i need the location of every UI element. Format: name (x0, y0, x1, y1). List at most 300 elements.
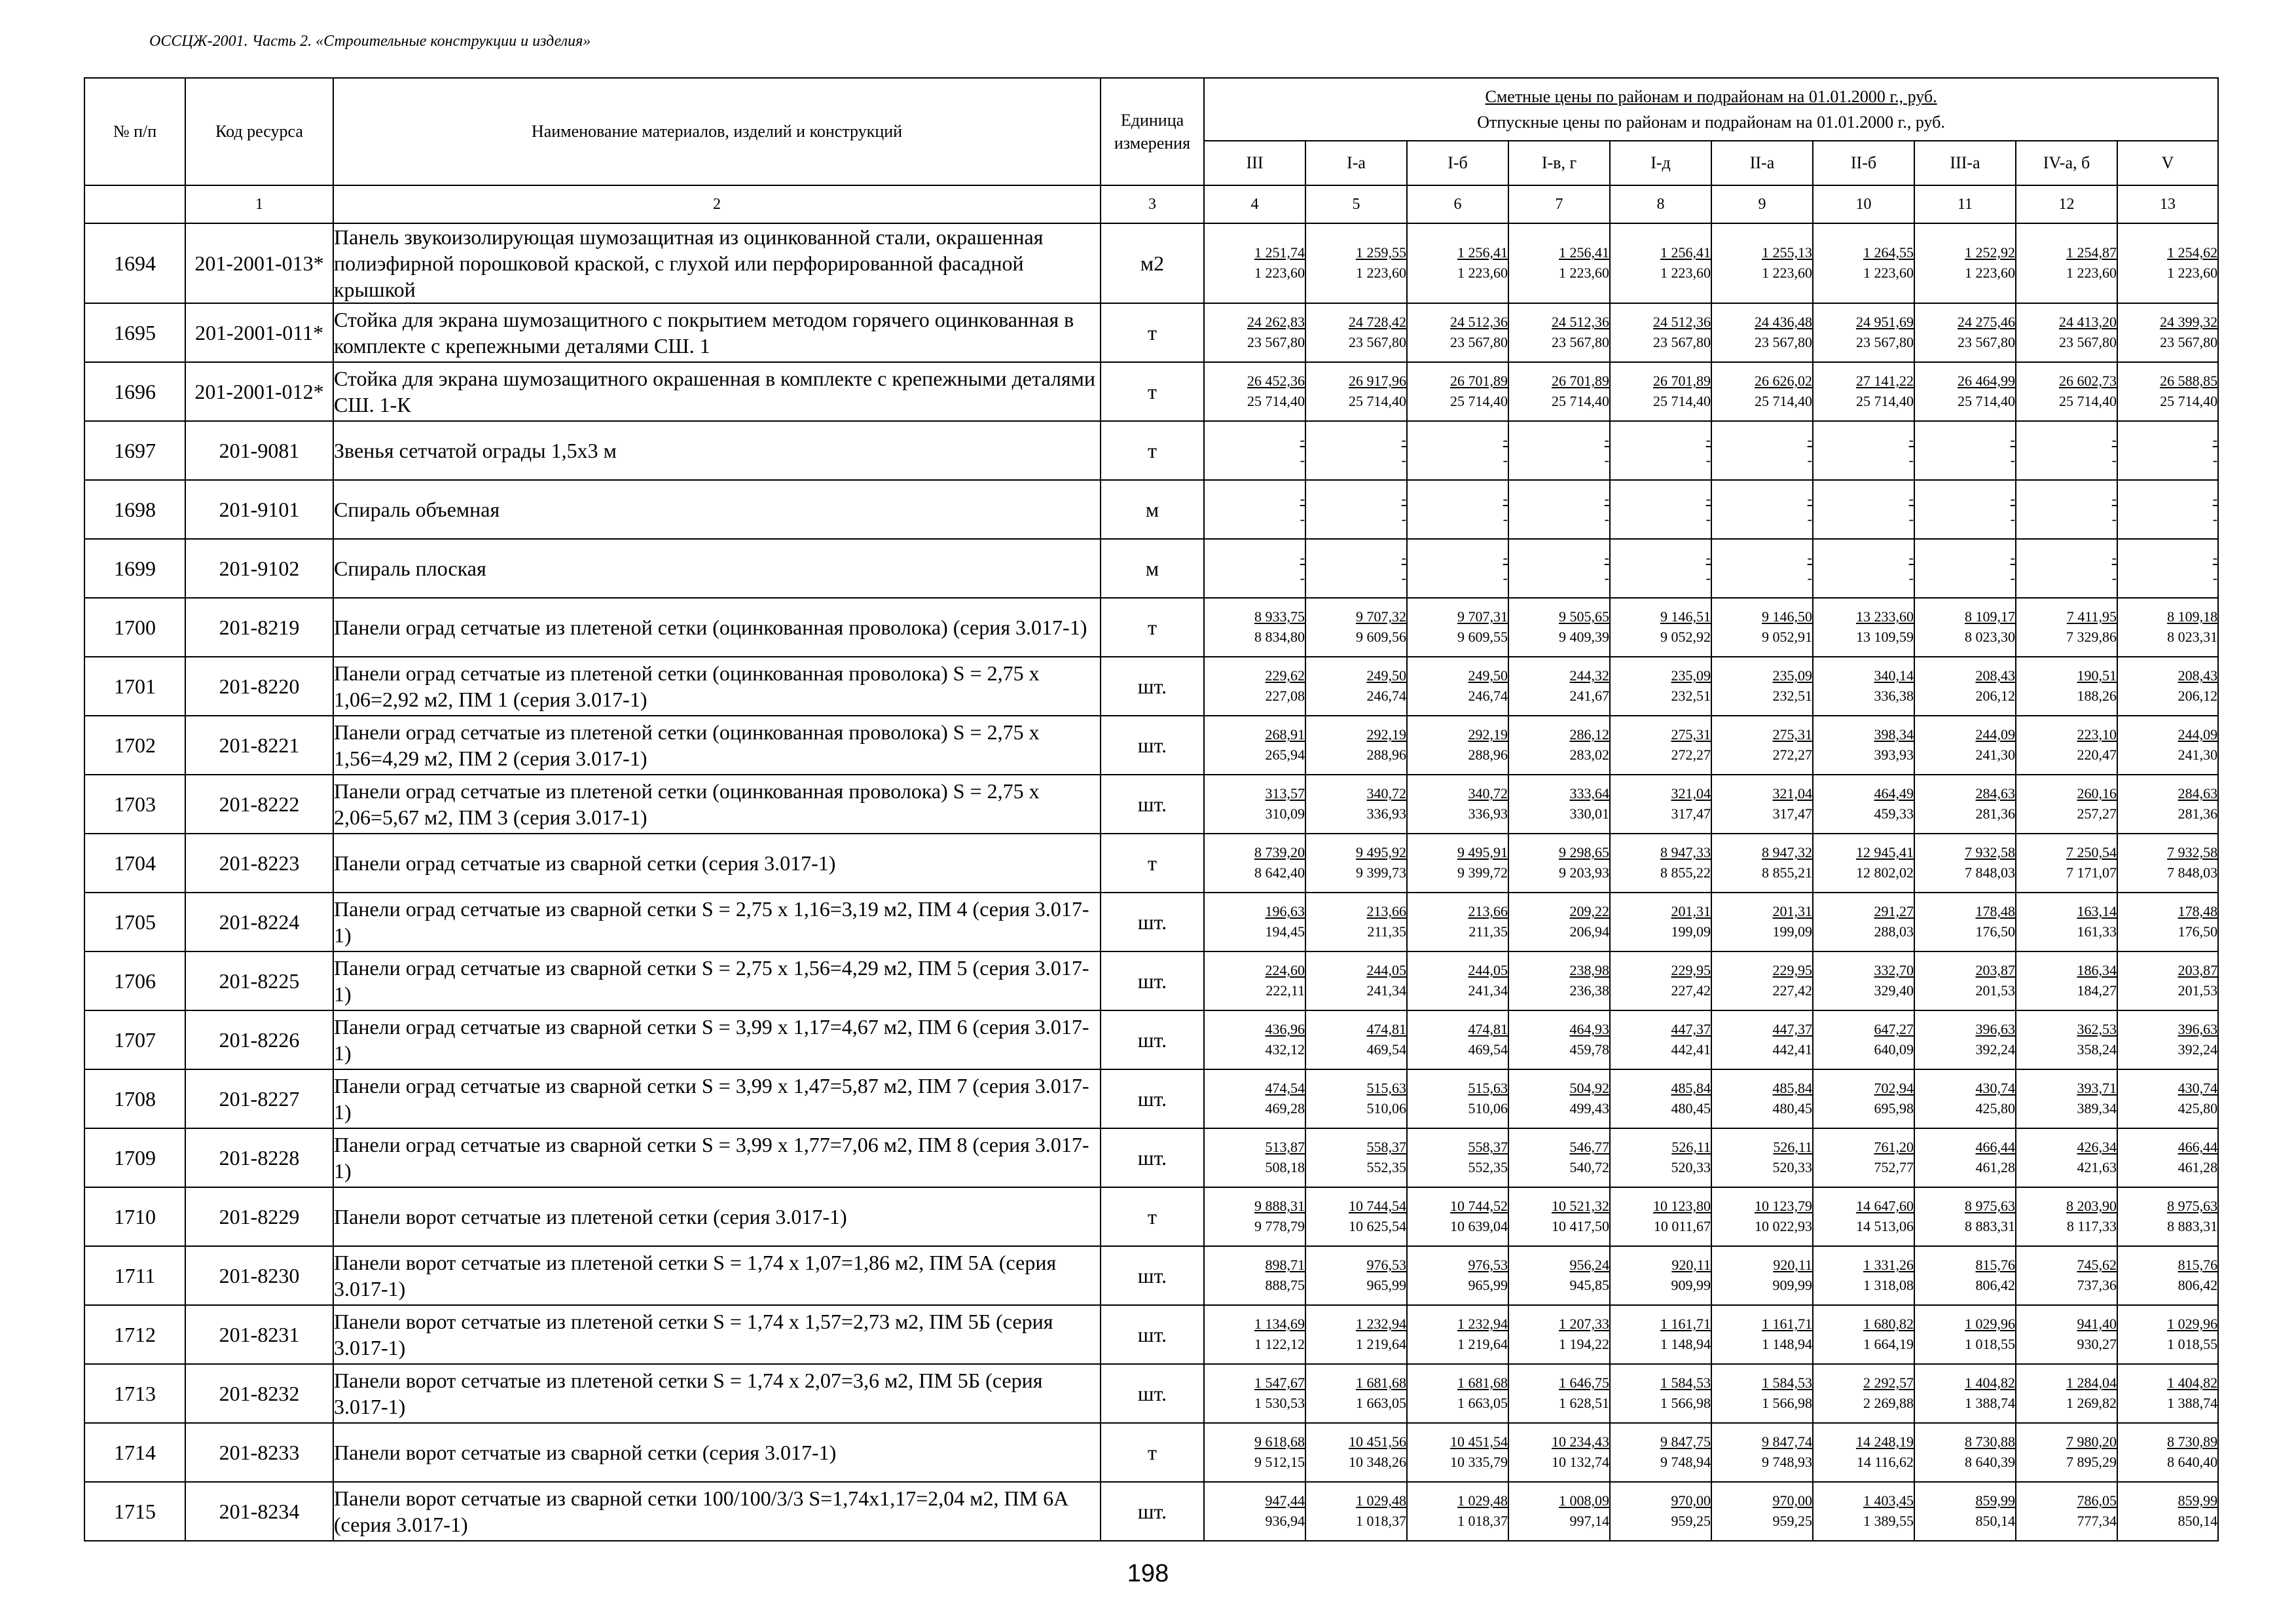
resource-code: 201-8233 (185, 1423, 333, 1482)
estimated-price: - (2010, 432, 2015, 449)
estimated-price: - (2010, 490, 2015, 507)
price-cell (2016, 303, 2117, 362)
estimated-price: 249,50 (1366, 667, 1406, 684)
item-name: Панели оград сетчатые из плетеной сетки (оцинкованная проволока) S = 2,75 х 1,56=4,29 м2, ПМ 2 (серия 3.017-1) (333, 716, 1101, 775)
table-row (84, 1364, 2218, 1423)
row-number: 1694 (84, 223, 185, 303)
price-cell (1610, 1482, 1711, 1541)
estimated-price: 976,53 (1468, 1257, 1508, 1274)
row-number: 1710 (84, 1187, 185, 1246)
item-name: Спираль объемная (333, 480, 1101, 539)
price-cell (1204, 1128, 1305, 1187)
price-cell (1305, 893, 1407, 951)
price-cell (1407, 1423, 1508, 1482)
release-price: 909,99 (1671, 1277, 1711, 1293)
release-price: 25 714,40 (1653, 393, 1711, 409)
price-cell (1407, 716, 1508, 775)
estimated-price: 9 146,50 (1762, 608, 1812, 625)
estimated-price: 558,37 (1468, 1139, 1508, 1156)
estimated-price: 13 233,60 (1856, 608, 1914, 625)
price-cell (1204, 893, 1305, 951)
release-price: 1 664,19 (1863, 1336, 1914, 1352)
table-row (84, 480, 2218, 539)
item-name: Панели оград сетчатые из плетеной сетки (оцинкованная проволока) S = 2,75 х 1,06=2,92 м2, ПМ 1 (серия 3.017-1) (333, 657, 1101, 716)
release-price: 14 116,62 (1856, 1454, 1914, 1470)
release-price: 510,06 (1468, 1100, 1508, 1116)
table-row (84, 223, 2218, 303)
price-cell (1610, 1305, 1711, 1364)
estimated-price: - (1705, 549, 1711, 566)
unit: шт. (1101, 1305, 1204, 1364)
release-price: - (1300, 570, 1305, 586)
estimated-price: 920,11 (1773, 1257, 1812, 1274)
estimated-price: 474,81 (1366, 1021, 1406, 1038)
release-price: 13 109,59 (1856, 629, 1914, 645)
release-price: 461,28 (2178, 1159, 2218, 1175)
release-price: 1 663,05 (1457, 1395, 1508, 1411)
estimated-price: 1 029,96 (1965, 1316, 2015, 1333)
estimated-price: 10 123,79 (1755, 1198, 1812, 1215)
row-number: 1708 (84, 1069, 185, 1128)
release-price: 959,25 (1772, 1513, 1812, 1529)
release-price: 7 329,86 (2066, 629, 2117, 645)
row-number: 1699 (84, 539, 185, 598)
row-number: 1698 (84, 480, 185, 539)
release-price: 206,12 (1975, 688, 2015, 704)
price-cell (1204, 1423, 1305, 1482)
estimated-price: 1 284,04 (2066, 1375, 2117, 1392)
estimated-price: - (1908, 432, 1914, 449)
release-price: 9 052,91 (1762, 629, 1812, 645)
price-cell (1204, 716, 1305, 775)
price-cell (2117, 1482, 2218, 1541)
resource-code: 201-8230 (185, 1246, 333, 1305)
estimated-price: 26 701,89 (1450, 373, 1508, 390)
release-price: - (1300, 511, 1305, 527)
header-column-number: 8 (1610, 185, 1711, 223)
estimated-price: 24 436,48 (1755, 314, 1812, 331)
estimated-price: 1 255,13 (1762, 244, 1812, 261)
resource-code: 201-8223 (185, 834, 333, 893)
release-price: - (1908, 511, 1914, 527)
estimated-price: 260,16 (2077, 785, 2117, 802)
estimated-price: 24 413,20 (2059, 314, 2117, 331)
release-price: 461,28 (1975, 1159, 2015, 1175)
price-cell (1407, 303, 1508, 362)
price-cell (1204, 775, 1305, 834)
price-cell (1508, 1364, 1610, 1423)
estimated-price: 515,63 (1366, 1080, 1406, 1097)
item-name: Стойка для экрана шумозащитного с покрытием методом горячего оцинкованная в комплекте с крепежными деталями СШ. 1 (333, 303, 1101, 362)
release-price: 1 388,74 (1965, 1395, 2015, 1411)
estimated-price: 10 451,54 (1450, 1433, 1508, 1450)
price-cell (1407, 834, 1508, 893)
estimated-price: 292,19 (1468, 726, 1508, 743)
estimated-price: - (1503, 432, 1508, 449)
release-price: 8 023,30 (1965, 629, 2015, 645)
price-cell (1610, 480, 1711, 539)
price-cell (2117, 657, 2218, 716)
release-price: 1 018,55 (1965, 1336, 2015, 1352)
estimated-price: 1 252,92 (1965, 244, 2015, 261)
estimated-price: 513,87 (1265, 1139, 1305, 1156)
release-price: - (1604, 452, 1609, 468)
price-cell (2117, 1187, 2218, 1246)
estimated-price: 321,04 (1671, 785, 1711, 802)
header-prices-release: Отпускные цены по районам и подрайонам на 01.01.2000 г., руб. (1477, 113, 1945, 132)
estimated-price: 1 680,82 (1863, 1316, 1914, 1333)
price-cell (1407, 951, 1508, 1010)
resource-code: 201-8222 (185, 775, 333, 834)
release-price: 442,41 (1671, 1041, 1711, 1058)
price-cell (2117, 893, 2218, 951)
row-number: 1700 (84, 598, 185, 657)
estimated-price: 1 161,71 (1762, 1316, 1812, 1333)
price-cell (1204, 598, 1305, 657)
release-price: 176,50 (1975, 923, 2015, 940)
price-cell (1407, 1246, 1508, 1305)
estimated-price: 244,09 (2178, 726, 2218, 743)
release-price: 965,99 (1468, 1277, 1508, 1293)
unit: т (1101, 303, 1204, 362)
price-cell (1813, 1305, 1914, 1364)
estimated-price: 558,37 (1366, 1139, 1406, 1156)
release-price: 392,24 (2178, 1041, 2218, 1058)
release-price: 23 567,80 (1653, 334, 1711, 350)
release-price: 1 530,53 (1254, 1395, 1305, 1411)
release-price: 8 883,31 (2167, 1218, 2218, 1234)
resource-code: 201-8221 (185, 716, 333, 775)
release-price: 236,38 (1569, 982, 1609, 999)
price-cell (2016, 1187, 2117, 1246)
release-price: - (2212, 511, 2218, 527)
estimated-price: 26 464,99 (1958, 373, 2015, 390)
price-cell (1813, 1423, 1914, 1482)
release-price: 1 566,98 (1660, 1395, 1711, 1411)
release-price: - (1401, 570, 1406, 586)
row-number: 1697 (84, 421, 185, 480)
price-cell (1914, 362, 2016, 421)
price-cell (1204, 223, 1305, 303)
price-cell (1508, 716, 1610, 775)
release-price: - (2212, 570, 2218, 586)
resource-code: 201-8220 (185, 657, 333, 716)
price-table (84, 77, 2219, 1541)
release-price: 469,28 (1265, 1100, 1305, 1116)
release-price: 272,27 (1772, 747, 1812, 763)
resource-code: 201-9101 (185, 480, 333, 539)
table-row (84, 1482, 2218, 1541)
release-price: 520,33 (1671, 1159, 1711, 1175)
item-name: Звенья сетчатой ограды 1,5х3 м (333, 421, 1101, 480)
price-cell (1305, 223, 1407, 303)
price-cell (1813, 223, 1914, 303)
release-price: 281,36 (1975, 805, 2015, 822)
estimated-price: 1 256,41 (1559, 244, 1609, 261)
release-price: 194,45 (1265, 923, 1305, 940)
estimated-price: - (1604, 490, 1609, 507)
price-cell (1914, 834, 2016, 893)
header-column-number: 9 (1711, 185, 1813, 223)
price-cell (1914, 1069, 2016, 1128)
table-row (84, 303, 2218, 362)
estimated-price: 526,11 (1671, 1139, 1711, 1156)
price-cell (2117, 1364, 2218, 1423)
release-price: 241,30 (2178, 747, 2218, 763)
release-price: 1 223,60 (1559, 265, 1609, 281)
release-price: 1 219,64 (1457, 1336, 1508, 1352)
estimated-price: 229,95 (1671, 962, 1711, 979)
estimated-price: 8 203,90 (2066, 1198, 2117, 1215)
estimated-price: 275,31 (1772, 726, 1812, 743)
release-price: 222,11 (1266, 982, 1305, 999)
page-number: 198 (1127, 1560, 1169, 1587)
unit: шт. (1101, 1246, 1204, 1305)
price-cell (1305, 1010, 1407, 1069)
release-price: 1 223,60 (2167, 265, 2218, 281)
price-cell (1610, 303, 1711, 362)
unit: т (1101, 1423, 1204, 1482)
price-cell (1610, 951, 1711, 1010)
release-price: 1 148,94 (1762, 1336, 1812, 1352)
price-cell (1508, 539, 1610, 598)
table-row (84, 893, 2218, 951)
release-price: 176,50 (2178, 923, 2218, 940)
estimated-price: 244,32 (1569, 667, 1609, 684)
estimated-price: 208,43 (2178, 667, 2218, 684)
row-number: 1702 (84, 716, 185, 775)
estimated-price: 224,60 (1265, 962, 1305, 979)
estimated-price: 970,00 (1671, 1492, 1711, 1509)
price-cell (2117, 539, 2218, 598)
price-cell (2016, 1482, 2117, 1541)
price-cell (1813, 893, 1914, 951)
estimated-price: 9 146,51 (1660, 608, 1711, 625)
release-price: 10 639,04 (1450, 1218, 1508, 1234)
release-price: 336,93 (1468, 805, 1508, 822)
price-cell (1914, 1305, 2016, 1364)
table-row (84, 1010, 2218, 1069)
price-cell (1508, 303, 1610, 362)
release-price: - (1807, 511, 1812, 527)
price-cell (1407, 223, 1508, 303)
price-cell (1305, 657, 1407, 716)
estimated-price: - (2111, 490, 2117, 507)
estimated-price: 9 298,65 (1559, 844, 1609, 861)
release-price: 23 567,80 (2059, 334, 2117, 350)
estimated-price: 8 947,32 (1762, 844, 1812, 861)
unit: т (1101, 598, 1204, 657)
estimated-price: 1 331,26 (1863, 1257, 1914, 1274)
estimated-price: 1 646,75 (1559, 1375, 1609, 1392)
price-cell (1305, 1423, 1407, 1482)
price-cell (1711, 1010, 1813, 1069)
release-price: - (1503, 452, 1508, 468)
estimated-price: 1 008,09 (1559, 1492, 1609, 1509)
estimated-price: 12 945,41 (1856, 844, 1914, 861)
price-cell (1610, 1364, 1711, 1423)
table-row (84, 421, 2218, 480)
price-cell (1508, 480, 1610, 539)
estimated-price: - (1807, 432, 1812, 449)
estimated-price: 546,77 (1569, 1139, 1609, 1156)
estimated-price: 815,76 (1975, 1257, 2015, 1274)
release-price: 23 567,80 (1450, 334, 1508, 350)
price-cell (1914, 1423, 2016, 1482)
release-price: 220,47 (2077, 747, 2117, 763)
release-price: - (1300, 452, 1305, 468)
release-price: 9 609,56 (1356, 629, 1406, 645)
estimated-price: 815,76 (2178, 1257, 2218, 1274)
release-price: 1 223,60 (1254, 265, 1305, 281)
price-cell (1610, 1128, 1711, 1187)
estimated-price: 1 254,87 (2066, 244, 2117, 261)
table-row (84, 362, 2218, 421)
estimated-price: 163,14 (2077, 903, 2117, 920)
release-price: 23 567,80 (1552, 334, 1609, 350)
estimated-price: 27 141,22 (1856, 373, 1914, 390)
release-price: 1 018,55 (2167, 1336, 2218, 1352)
price-cell (2117, 1423, 2218, 1482)
price-cell (2117, 598, 2218, 657)
estimated-price: 14 248,19 (1856, 1433, 1914, 1450)
item-name: Панели ворот сетчатые из сварной сетки 100/100/3/3 S=1,74х1,17=2,04 м2, ПМ 6А (серия 3.017-1) (333, 1482, 1101, 1541)
release-price: 9 748,94 (1660, 1454, 1711, 1470)
price-cell (1508, 1069, 1610, 1128)
estimated-price: 8 947,33 (1660, 844, 1711, 861)
price-cell (1711, 421, 1813, 480)
price-cell (1610, 421, 1711, 480)
unit: шт. (1101, 716, 1204, 775)
price-cell (1711, 1423, 1813, 1482)
release-price: 23 567,80 (1755, 334, 1812, 350)
header-prices-estimated: Сметные цены по районам и подрайонам на 01.01.2000 г., руб. (1485, 87, 1937, 106)
release-price: 10 132,74 (1552, 1454, 1609, 1470)
price-cell (1305, 1482, 1407, 1541)
header-no: № п/п (84, 78, 185, 185)
price-cell (1813, 657, 1914, 716)
price-cell (1914, 598, 2016, 657)
price-cell (1914, 775, 2016, 834)
release-price: 965,99 (1366, 1277, 1406, 1293)
header-unit: Единица измерения (1101, 78, 1204, 185)
price-cell (2117, 834, 2218, 893)
release-price: 227,08 (1265, 688, 1305, 704)
item-name: Панели оград сетчатые из сварной сетки S = 3,99 х 1,77=7,06 м2, ПМ 8 (серия 3.017-1) (333, 1128, 1101, 1187)
price-cell (1407, 893, 1508, 951)
price-cell (1711, 598, 1813, 657)
release-price: 336,38 (1874, 688, 1914, 704)
price-cell (1711, 1305, 1813, 1364)
release-price: 806,42 (2178, 1277, 2218, 1293)
release-price: 480,45 (1671, 1100, 1711, 1116)
release-price: 1 122,12 (1254, 1336, 1305, 1352)
release-price: - (1908, 570, 1914, 586)
estimated-price: 209,22 (1569, 903, 1609, 920)
release-price: 206,12 (2178, 688, 2218, 704)
estimated-price: 920,11 (1671, 1257, 1711, 1274)
header-column-number: 10 (1813, 185, 1914, 223)
price-cell (1610, 775, 1711, 834)
estimated-price: 1 259,55 (1356, 244, 1406, 261)
estimated-price: - (1300, 432, 1305, 449)
unit: шт. (1101, 951, 1204, 1010)
estimated-price: 1 161,71 (1660, 1316, 1711, 1333)
estimated-price: - (1807, 490, 1812, 507)
estimated-price: 8 109,17 (1965, 608, 2015, 625)
price-cell (1610, 1010, 1711, 1069)
estimated-price: 24 262,83 (1247, 314, 1305, 331)
release-price: 1 663,05 (1356, 1395, 1406, 1411)
release-price: 188,26 (2077, 688, 2117, 704)
price-cell (1914, 539, 2016, 598)
price-cell (2016, 539, 2117, 598)
price-cell (1610, 539, 1711, 598)
estimated-price: 178,48 (1975, 903, 2015, 920)
unit: т (1101, 1187, 1204, 1246)
price-cell (1711, 1364, 1813, 1423)
release-price: 201,53 (1975, 982, 2015, 999)
item-name: Панели оград сетчатые из сварной сетки S = 2,75 х 1,16=3,19 м2, ПМ 4 (серия 3.017-1) (333, 893, 1101, 951)
release-price: 1 018,37 (1457, 1513, 1508, 1529)
estimated-price: 526,11 (1773, 1139, 1812, 1156)
release-price: 283,02 (1569, 747, 1609, 763)
header-zone: I-д (1610, 141, 1711, 185)
release-price: 8 883,31 (1965, 1218, 2015, 1234)
price-cell (1204, 362, 1305, 421)
estimated-price: 275,31 (1671, 726, 1711, 743)
price-cell (1508, 775, 1610, 834)
unit: т (1101, 421, 1204, 480)
item-name: Панели оград сетчатые из сварной сетки (серия 3.017-1) (333, 834, 1101, 893)
release-price: 201,53 (2178, 982, 2218, 999)
unit: шт. (1101, 775, 1204, 834)
price-cell (2016, 1128, 2117, 1187)
estimated-price: - (1503, 549, 1508, 566)
estimated-price: 9 888,31 (1254, 1198, 1305, 1215)
release-price: 752,77 (1874, 1159, 1914, 1175)
header-prices (1204, 78, 2218, 141)
estimated-price: 1 256,41 (1457, 244, 1508, 261)
estimated-price: 970,00 (1772, 1492, 1812, 1509)
price-cell (1305, 1246, 1407, 1305)
estimated-price: 213,66 (1468, 903, 1508, 920)
estimated-price: 9 495,91 (1457, 844, 1508, 861)
estimated-price: 1 254,62 (2167, 244, 2218, 261)
estimated-price: 1 404,82 (1965, 1375, 2015, 1392)
price-cell (1711, 951, 1813, 1010)
estimated-price: 208,43 (1975, 667, 2015, 684)
release-price: 25 714,40 (1755, 393, 1812, 409)
release-price: 8 855,22 (1660, 864, 1711, 881)
release-price: - (2111, 452, 2117, 468)
price-cell (1813, 1187, 1914, 1246)
price-cell (1407, 480, 1508, 539)
price-cell (1508, 1010, 1610, 1069)
price-cell (1610, 1187, 1711, 1246)
release-price: 1 223,60 (1356, 265, 1406, 281)
price-cell (1813, 303, 1914, 362)
price-cell (1813, 775, 1914, 834)
estimated-price: 1 403,45 (1863, 1492, 1914, 1509)
estimated-price: 485,84 (1671, 1080, 1711, 1097)
estimated-price: 941,40 (2077, 1316, 2117, 1333)
release-price: 257,27 (2077, 805, 2117, 822)
release-price: 392,24 (1975, 1041, 2015, 1058)
unit: шт. (1101, 1128, 1204, 1187)
estimated-price: 702,94 (1874, 1080, 1914, 1097)
item-name: Панели ворот сетчатые из плетеной сетки S = 1,74 х 1,07=1,86 м2, ПМ 5А (серия 3.017-1) (333, 1246, 1101, 1305)
